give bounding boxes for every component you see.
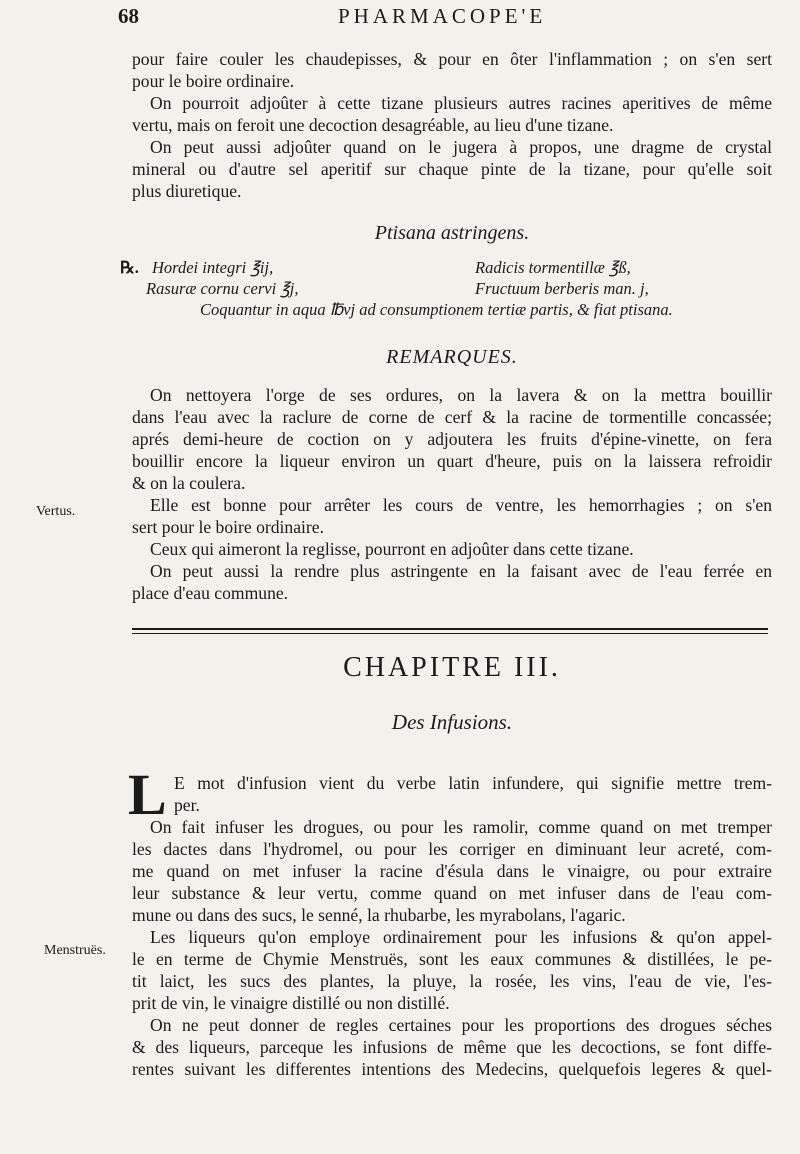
formula-item: Hordei integri ℥ij, — [152, 258, 274, 277]
text-line: pour faire couler les chaudepisses, & pour en ôter l'inflammation ; on s'en sert — [132, 49, 772, 69]
text-line: per. — [174, 795, 200, 815]
formula-item: Fructuum berberis man. j, — [475, 279, 649, 298]
text-line: plus diuretique. — [132, 181, 242, 201]
paragraph-eau-ferree — [132, 560, 772, 604]
text-line: place d'eau commune. — [132, 583, 289, 603]
paragraph-menstrues — [132, 926, 772, 1014]
side-note-vertus: Vertus. — [36, 504, 76, 519]
recipe-formula — [120, 258, 780, 321]
text-line: mineral ou d'autre sel aperitif sur chaque pinte de la tizane, pour qu'elle soit — [132, 159, 772, 179]
text-line: prit de vin, le vinaigre distillé ou non distillé. — [132, 993, 450, 1013]
paragraph-infusion-purposes — [132, 816, 772, 926]
formula-instruction: Coquantur in aqua ℔vj ad consumptionem tertiæ partis, & fiat ptisana. — [200, 300, 673, 319]
text-line: & des liqueurs, parceque les infusions de même que les decoctions, se font diffe- — [132, 1037, 772, 1057]
text-line: sert pour le boire ordinaire. — [132, 517, 324, 537]
text-line: On fait infuser les drogues, ou pour les ramolir, comme quand on met tremper — [150, 817, 772, 837]
text-line: leur substance & leur vertu, comme quand on met infuser dans de l'eau com- — [132, 883, 772, 903]
text-line: aprés demi-heure de coction on y adjoutera les fruits d'épine-vinette, on fera — [132, 429, 772, 449]
text-line: tit laict, les sucs des plantes, la pluye, la rosée, les vins, l'eau de vie, l'es- — [132, 971, 772, 991]
text-line: mune ou dans des sucs, le senné, la rhubarbe, les myrabolans, l'agaric. — [132, 905, 626, 925]
section-rule-thin — [132, 633, 768, 634]
paragraph-proportions — [132, 1014, 772, 1080]
text-line: Ceux qui aimeront la reglisse, pourront en adjoûter dans cette tizane. — [150, 539, 634, 559]
text-line: E mot d'infusion vient du verbe latin infundere, qui signifie mettre trem- — [174, 773, 772, 793]
paragraph-continuation — [132, 48, 772, 92]
text-line: dans l'eau avec la raclure de corne de cerf & la racine de tormentille concassée; — [132, 407, 772, 427]
text-line: On peut aussi la rendre plus astringente en la faisant avec de l'eau ferrée en — [150, 561, 772, 581]
text-line: vertu, mais on feroit une decoction desagréable, au lieu d'une tizane. — [132, 115, 614, 135]
text-line: bouillir encore la liqueur environ un quart d'heure, puis on la laissera refroidir — [132, 451, 772, 471]
chapter-title: CHAPITRE III. — [343, 652, 561, 683]
text-line: me quand on met infuser la racine d'ésula dans le vinaigre, ou pour extraire — [132, 861, 772, 881]
side-note-menstrues: Menstruës. — [44, 943, 106, 958]
drop-cap: L — [128, 762, 167, 827]
paragraph-tizane-roots — [132, 92, 772, 136]
text-line: le en terme de Chymie Menstruës, sont les eaux communes & distillées, le pe- — [132, 949, 772, 969]
page-header — [118, 4, 788, 30]
text-line: Les liqueurs qu'on employe ordinairement pour les infusions & qu'on appel- — [150, 927, 772, 947]
paragraph-reglisse — [132, 538, 772, 560]
formula-item: Radicis tormentillæ ℥ß, — [475, 258, 631, 277]
section-title: Ptisana astringens. — [374, 222, 530, 244]
page-number: 68 — [118, 4, 139, 28]
recipe-sign: ℞. — [120, 258, 139, 277]
text-line: On peut aussi adjoûter quand on le jugera à propos, une dragme de crystal — [150, 137, 772, 157]
chapter-subtitle: Des Infusions. — [391, 710, 513, 734]
running-head: PHARMACOPE'E — [338, 4, 547, 28]
text-line: rentes suivant les differentes intentions des Medecins, quelquefois legeres & quel- — [132, 1059, 772, 1079]
paragraph-crystal-mineral — [132, 136, 772, 202]
text-line: On pourroit adjoûter à cette tizane plusieurs autres racines aperitives de même — [150, 93, 772, 113]
remarques-title: REMARQUES. — [386, 346, 518, 368]
text-line: On ne peut donner de regles certaines pour les proportions des drogues séches — [150, 1015, 772, 1035]
paragraph-preparation — [132, 384, 772, 494]
section-rule — [132, 628, 768, 630]
text-line: les dactes dans l'hydromel, ou pour les corriger en diminuant leur acreté, com- — [132, 839, 772, 859]
text-line: Elle est bonne pour arrêter les cours de ventre, les hemorrhagies ; on s'en — [150, 495, 772, 515]
text-line: pour le boire ordinaire. — [132, 71, 295, 91]
paragraph-vertus — [132, 494, 772, 538]
text-line: & on la coulera. — [132, 473, 246, 493]
formula-item: Rasuræ cornu cervi ℥j, — [146, 279, 299, 298]
text-line: On nettoyera l'orge de ses ordures, on la lavera & on la mettra bouillir — [150, 385, 772, 405]
paragraph-infusion-definition — [174, 772, 772, 816]
